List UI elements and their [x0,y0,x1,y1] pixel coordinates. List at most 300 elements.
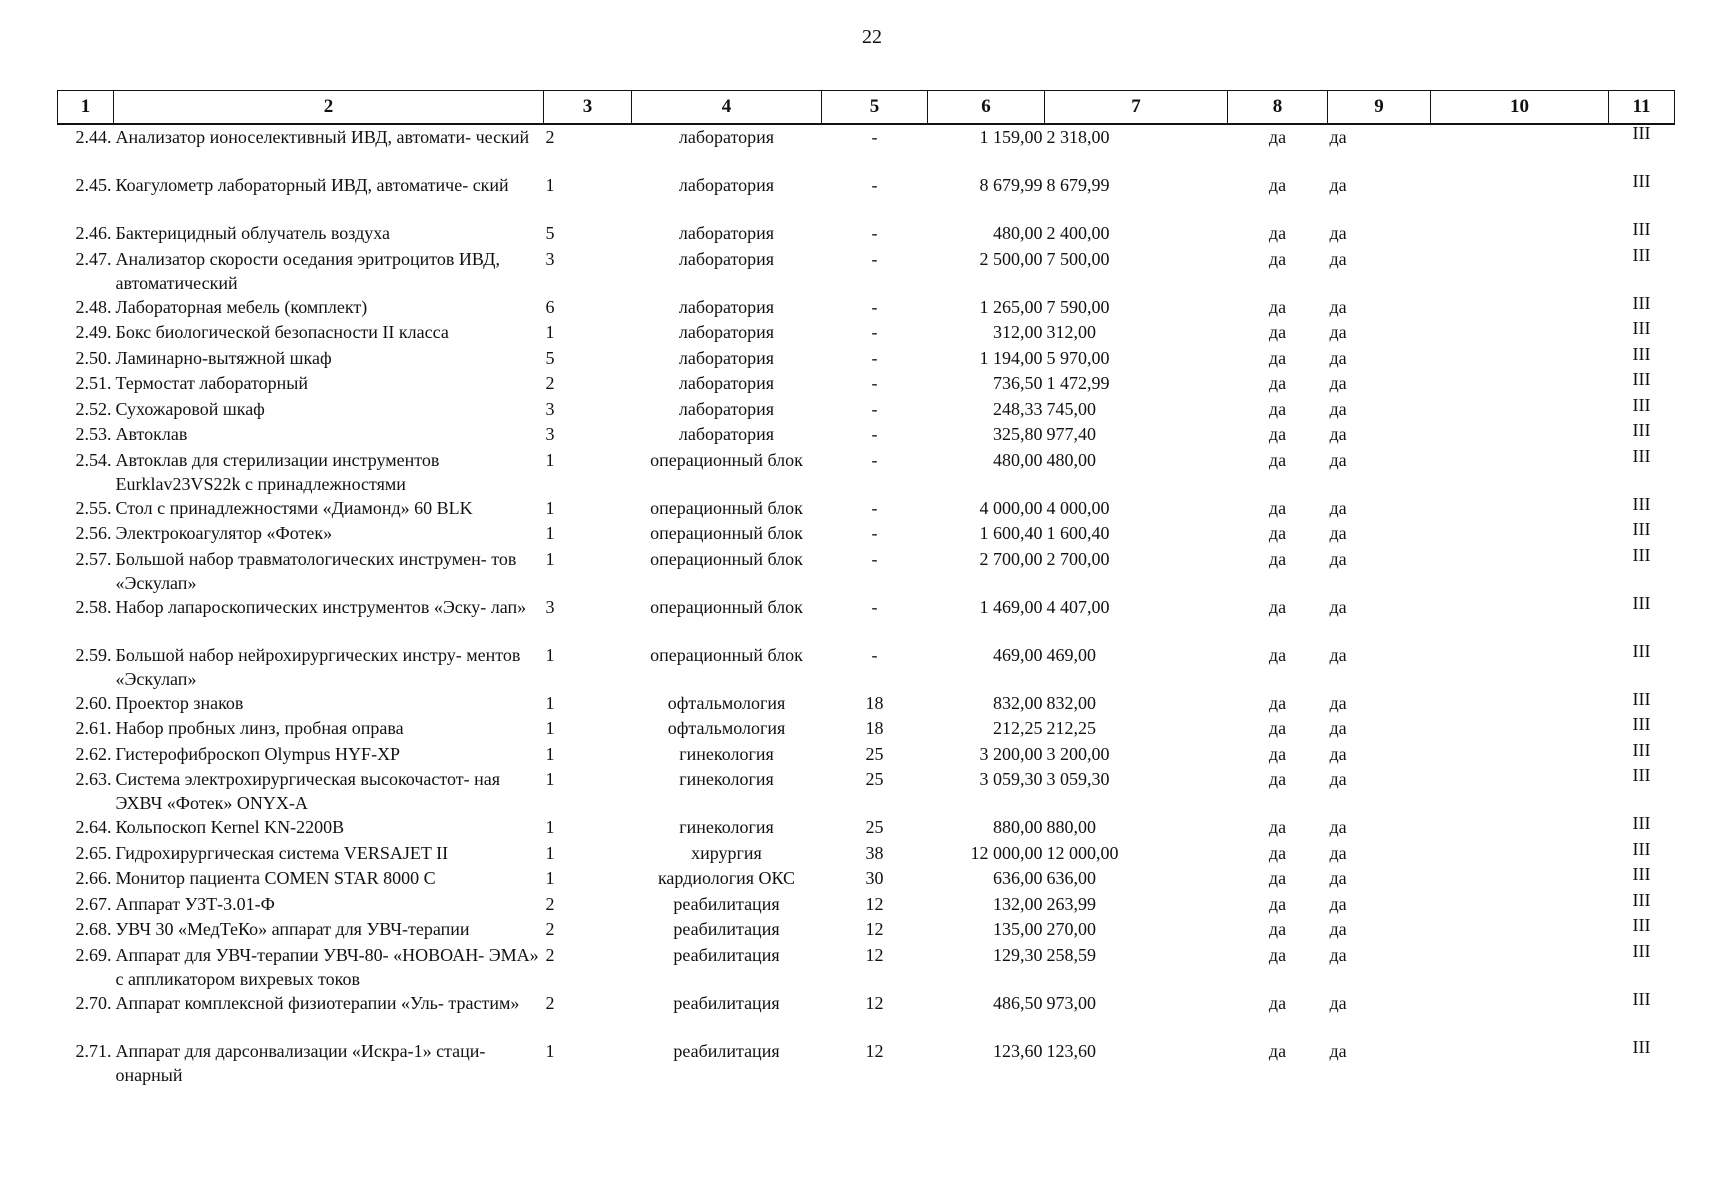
item-col9: да [1329,449,1347,470]
item-total: 977,40 [1046,424,1096,444]
row-number: 2.67. [75,893,112,914]
item-total: 2 318,00 [1046,127,1110,147]
item-col10 [1431,124,1609,173]
item-name: Большой набор травматологических инструмен- тов «Эскулап» [115,548,517,593]
row-number: 2.69. [75,944,112,965]
item-department: операционный блок [650,523,803,543]
item-class-label: III [1632,544,1651,565]
item-unit-price: 469,00 [993,644,1043,665]
item-col8: да [1268,1040,1287,1061]
item-total: 469,00 [1046,644,1096,665]
item-quantity: 3 [545,424,555,444]
item-unit-price: 12 000,00 [970,842,1043,863]
item-department: лаборатория [678,347,775,368]
item-name: Кольпоскоп Kernel KN-2200B [115,817,345,837]
row-number: 2.44. [75,127,112,147]
item-col10 [1431,521,1609,547]
item-col8: да [1268,893,1287,914]
item-col8: да [1268,175,1287,195]
item-unit-price: 486,50 [993,992,1043,1013]
item-col10 [1431,815,1609,841]
item-col5: - [871,223,878,243]
item-name: Электрокоагулятор «Фотек» [115,523,333,543]
item-class-label: III [1632,813,1651,833]
item-class [1609,716,1675,742]
item-col5: 25 [865,769,884,789]
row-number: 2.70. [75,992,112,1013]
item-total: 7 590,00 [1046,296,1110,317]
item-col9: да [1329,1040,1347,1061]
item-col10 [1431,767,1609,815]
item-class-label: III [1632,765,1651,785]
item-quantity: 1 [545,718,555,738]
item-col5: 12 [865,944,884,965]
item-col10 [1431,397,1609,423]
item-quantity: 1 [545,743,555,764]
item-department: реабилитация [673,992,780,1013]
item-name: Большой набор нейрохирургических инстру- ментов «Эскулап» [115,644,521,689]
table-row [58,397,1675,423]
item-col9: да [1329,497,1347,518]
row-number: 2.66. [75,868,112,888]
item-col8: да [1268,944,1287,965]
item-col9: да [1329,992,1347,1013]
item-total: 212,25 [1046,718,1096,738]
item-col9: да [1329,373,1347,393]
item-col9: да [1329,127,1347,147]
item-col9: да [1329,743,1347,764]
item-quantity: 2 [545,992,555,1013]
row-number: 2.48. [75,296,112,317]
item-col8: да [1268,322,1287,342]
item-class [1609,124,1675,173]
item-class-label: III [1632,318,1651,338]
item-quantity: 2 [545,893,555,914]
table-row [58,767,1675,815]
table-row [58,320,1675,346]
table-row [58,221,1675,247]
item-col9: да [1329,322,1347,342]
item-col10 [1431,346,1609,372]
item-total: 7 500,00 [1046,248,1110,269]
item-col8: да [1268,523,1287,543]
table-row [58,547,1675,595]
item-class [1609,371,1675,397]
item-col10 [1431,547,1609,595]
item-unit-price: 1 600,40 [979,523,1043,543]
item-col9: да [1329,548,1347,569]
item-col8: да [1268,223,1287,243]
item-department: операционный блок [650,644,803,665]
item-col8: да [1268,868,1287,888]
item-unit-price: 480,00 [993,223,1043,243]
item-col5: 30 [865,868,884,888]
item-class [1609,221,1675,247]
item-department: реабилитация [673,1040,780,1061]
item-class [1609,445,1675,496]
item-unit-price: 212,25 [993,718,1043,738]
item-class [1609,592,1675,643]
item-department: операционный блок [650,596,803,617]
row-number: 2.53. [75,424,112,444]
item-unit-price: 4 000,00 [979,497,1043,518]
item-quantity: 1 [545,842,555,863]
item-col9: да [1329,223,1347,243]
item-col5: - [871,548,878,569]
item-col9: да [1329,919,1347,939]
item-unit-price: 312,00 [993,322,1043,342]
item-department: гинекология [679,743,774,764]
item-col9: да [1329,296,1347,317]
item-class-label: III [1632,889,1651,910]
item-department: офтальмология [667,718,786,738]
item-class [1609,767,1675,815]
item-name: Сухожаровой шкаф [115,398,265,419]
item-name: Монитор пациента COMEN STAR 8000 C [115,868,436,888]
table-row [58,295,1675,321]
item-col8: да [1268,596,1287,617]
row-number: 2.55. [75,497,112,518]
item-col9: да [1329,424,1347,444]
item-total: 3 200,00 [1046,743,1110,764]
item-col10 [1431,1039,1609,1087]
item-col9: да [1329,248,1347,269]
row-number: 2.59. [75,644,112,665]
item-col5: - [871,175,878,195]
item-col8: да [1268,842,1287,863]
item-unit-price: 248,33 [993,398,1043,419]
item-unit-price: 135,00 [993,919,1043,939]
item-class [1609,521,1675,547]
item-col10 [1431,892,1609,918]
item-unit-price: 8 679,99 [979,175,1043,195]
column-header-2: 2 [114,91,544,125]
item-class [1609,544,1675,595]
item-department: гинекология [679,817,774,837]
item-name: Набор лапароскопических инструментов «Эску- лап» [115,596,527,617]
item-quantity: 1 [545,1040,555,1061]
item-class [1609,739,1675,768]
row-number: 2.46. [75,223,112,243]
item-col10 [1431,691,1609,717]
item-col10 [1431,173,1609,221]
item-col10 [1431,943,1609,991]
item-department: кардиология ОКС [657,868,796,888]
item-quantity: 2 [545,373,555,393]
item-unit-price: 123,60 [993,1040,1043,1061]
item-unit-price: 736,50 [993,373,1043,393]
item-total: 4 000,00 [1046,497,1110,518]
item-unit-price: 129,30 [993,944,1043,965]
item-quantity: 5 [545,347,555,368]
item-class-label: III [1632,915,1651,935]
item-total: 1 472,99 [1046,373,1110,393]
item-col8: да [1268,398,1287,419]
item-col10 [1431,247,1609,295]
item-col5: - [871,296,878,317]
item-col5: - [871,322,878,342]
item-class [1609,1036,1675,1087]
item-class-label: III [1632,864,1651,884]
item-department: лаборатория [678,398,775,419]
item-class [1609,320,1675,346]
item-col8: да [1268,449,1287,470]
row-number: 2.47. [75,248,112,269]
table-row [58,124,1675,173]
table-row [58,943,1675,991]
item-name: Аппарат для дарсонвализации «Искра-1» стаци- онарный [115,1040,486,1085]
item-class-label: III [1632,739,1651,760]
item-class-label: III [1632,640,1651,661]
item-col5: 12 [865,893,884,914]
item-col5: - [871,497,878,518]
item-col9: да [1329,718,1347,738]
item-col9: да [1329,398,1347,419]
column-header-6: 6 [928,91,1045,125]
item-class-label: III [1632,369,1651,389]
item-col10 [1431,991,1609,1039]
item-col5: 25 [865,743,884,764]
table-row [58,841,1675,867]
item-col8: да [1268,817,1287,837]
item-total: 4 407,00 [1046,596,1110,617]
item-col5: 12 [865,1040,884,1061]
table-row [58,917,1675,943]
table-row [58,815,1675,841]
item-col5: - [871,424,878,444]
item-col8: да [1268,373,1287,393]
table-row [58,716,1675,742]
row-number: 2.61. [75,718,112,738]
item-class [1609,292,1675,321]
item-class-label: III [1632,688,1651,709]
item-col8: да [1268,248,1287,269]
item-name: Анализатор скорости оседания эритроцитов ИВД, автоматический [115,248,500,293]
item-name: Проектор знаков [115,692,244,713]
item-class-label: III [1632,445,1651,466]
item-col8: да [1268,992,1287,1013]
row-number: 2.54. [75,449,112,470]
item-name: Аппарат УЗТ-3.01-Ф [115,893,275,914]
item-department: лаборатория [678,322,775,342]
column-header-3: 3 [544,91,632,125]
item-unit-price: 1 469,00 [979,596,1043,617]
item-col8: да [1268,548,1287,569]
item-class [1609,838,1675,867]
item-department: реабилитация [673,893,780,914]
item-col5: - [871,523,878,543]
item-department: реабилитация [673,944,780,965]
item-class-label: III [1632,714,1651,734]
item-col10 [1431,716,1609,742]
table-row [58,521,1675,547]
item-quantity: 1 [545,523,555,543]
item-col8: да [1268,296,1287,317]
item-name: Автоклав [115,424,188,444]
item-class [1609,394,1675,423]
item-quantity: 1 [545,644,555,665]
item-col8: да [1268,497,1287,518]
row-number: 2.50. [75,347,112,368]
item-quantity: 1 [545,175,555,195]
item-unit-price: 2 500,00 [979,248,1043,269]
item-name: УВЧ 30 «МедТеКо» аппарат для УВЧ-терапии [115,919,470,939]
item-total: 2 400,00 [1046,223,1110,243]
item-quantity: 1 [545,769,555,789]
row-number: 2.64. [75,817,112,837]
item-total: 263,99 [1046,893,1096,914]
column-header-4: 4 [632,91,822,125]
item-total: 123,60 [1046,1040,1096,1061]
item-col8: да [1268,127,1287,147]
item-department: лаборатория [678,175,775,195]
item-unit-price: 832,00 [993,692,1043,713]
table-row [58,691,1675,717]
row-number: 2.52. [75,398,112,419]
item-col5: - [871,347,878,368]
item-class [1609,815,1675,841]
item-col5: 38 [865,842,884,863]
item-total: 8 679,99 [1046,175,1110,195]
table-row [58,346,1675,372]
item-department: операционный блок [650,449,803,470]
item-class [1609,343,1675,372]
item-total: 1 600,40 [1046,523,1110,543]
row-number: 2.56. [75,523,112,543]
item-col8: да [1268,692,1287,713]
item-col10 [1431,643,1609,691]
item-name: Аппарат для УВЧ-терапии УВЧ-80- «НОВОАН- ЭМА» с аппликатором вихревых токов [115,944,539,989]
item-department: лаборатория [678,248,775,269]
item-unit-price: 3 200,00 [979,743,1043,764]
item-class-label: III [1632,838,1651,859]
row-number: 2.62. [75,743,112,764]
item-class-label: III [1632,519,1651,539]
item-unit-price: 1 194,00 [979,347,1043,368]
table-row [58,892,1675,918]
item-col10 [1431,496,1609,522]
item-col8: да [1268,718,1287,738]
item-col9: да [1329,347,1347,368]
item-class [1609,640,1675,691]
item-col10 [1431,371,1609,397]
item-col8: да [1268,743,1287,764]
item-total: 3 059,30 [1046,769,1110,789]
table-row [58,371,1675,397]
item-class [1609,422,1675,448]
item-class [1609,940,1675,991]
table-row [58,496,1675,522]
item-name: Бактерицидный облучатель воздуха [115,223,390,243]
item-class [1609,173,1675,221]
item-class-label: III [1632,493,1651,514]
row-number: 2.58. [75,596,112,617]
item-department: реабилитация [673,919,780,939]
item-class [1609,244,1675,295]
column-header-9: 9 [1328,91,1431,125]
item-name: Стол с принадлежностями «Диамонд» 60 BLK [115,497,473,518]
item-total: 312,00 [1046,322,1096,342]
table-header-row [58,91,1675,125]
item-name: Ламинарно-вытяжной шкаф [115,347,332,368]
item-class [1609,889,1675,918]
item-total: 2 700,00 [1046,548,1110,569]
column-header-11: 11 [1609,91,1675,125]
item-quantity: 6 [545,296,555,317]
item-name: Набор пробных линз, пробная оправа [115,718,404,738]
item-department: лаборатория [678,223,775,243]
row-number: 2.68. [75,919,112,939]
item-col5: 12 [865,992,884,1013]
item-col5: 18 [865,718,884,738]
table-row [58,1039,1675,1087]
item-col9: да [1329,817,1347,837]
item-quantity: 3 [545,398,555,419]
item-col5: 25 [865,817,884,837]
item-quantity: 2 [545,919,555,939]
item-class [1609,917,1675,943]
column-header-5: 5 [822,91,928,125]
item-department: лаборатория [678,424,775,444]
item-unit-price: 3 059,30 [979,769,1043,789]
item-quantity: 1 [545,497,555,518]
item-col10 [1431,448,1609,496]
table-row [58,173,1675,221]
item-col9: да [1329,944,1347,965]
item-unit-price: 636,00 [993,868,1043,888]
item-col9: да [1329,769,1347,789]
column-header-10: 10 [1431,91,1609,125]
item-col10 [1431,841,1609,867]
item-quantity: 1 [545,322,555,342]
item-class-label: III [1632,988,1651,1009]
item-department: лаборатория [678,373,775,393]
item-department: хирургия [691,842,762,863]
row-number: 2.49. [75,322,112,342]
item-col10 [1431,295,1609,321]
item-col10 [1431,917,1609,943]
item-unit-price: 2 700,00 [979,548,1043,569]
item-class-label: III [1632,343,1651,364]
item-class-label: III [1632,420,1651,440]
item-col8: да [1268,347,1287,368]
item-class-label: III [1632,592,1651,613]
table-row [58,448,1675,496]
row-number: 2.45. [75,175,112,195]
item-department: лаборатория [678,296,775,317]
item-class [1609,493,1675,522]
item-class-label: III [1632,123,1651,143]
item-col9: да [1329,175,1347,195]
item-name: Гистерофиброскоп Olympus HYF-XP [115,743,401,764]
item-col9: да [1329,842,1347,863]
item-name: Коагулометр лабораторный ИВД, автоматиче- ский [115,175,509,195]
item-total: 636,00 [1046,868,1096,888]
item-quantity: 5 [545,223,555,243]
item-unit-price: 132,00 [993,893,1043,914]
item-quantity: 1 [545,548,555,569]
page-number: 22 [862,26,882,48]
item-total: 880,00 [1046,817,1096,837]
item-class-label: III [1632,244,1651,265]
item-col8: да [1268,424,1287,444]
item-total: 480,00 [1046,449,1096,470]
column-header-7: 7 [1045,91,1228,125]
item-col10 [1431,866,1609,892]
item-col10 [1431,742,1609,768]
item-name: Анализатор ионоселективный ИВД, автомати- ческий [115,127,530,147]
item-col10 [1431,320,1609,346]
